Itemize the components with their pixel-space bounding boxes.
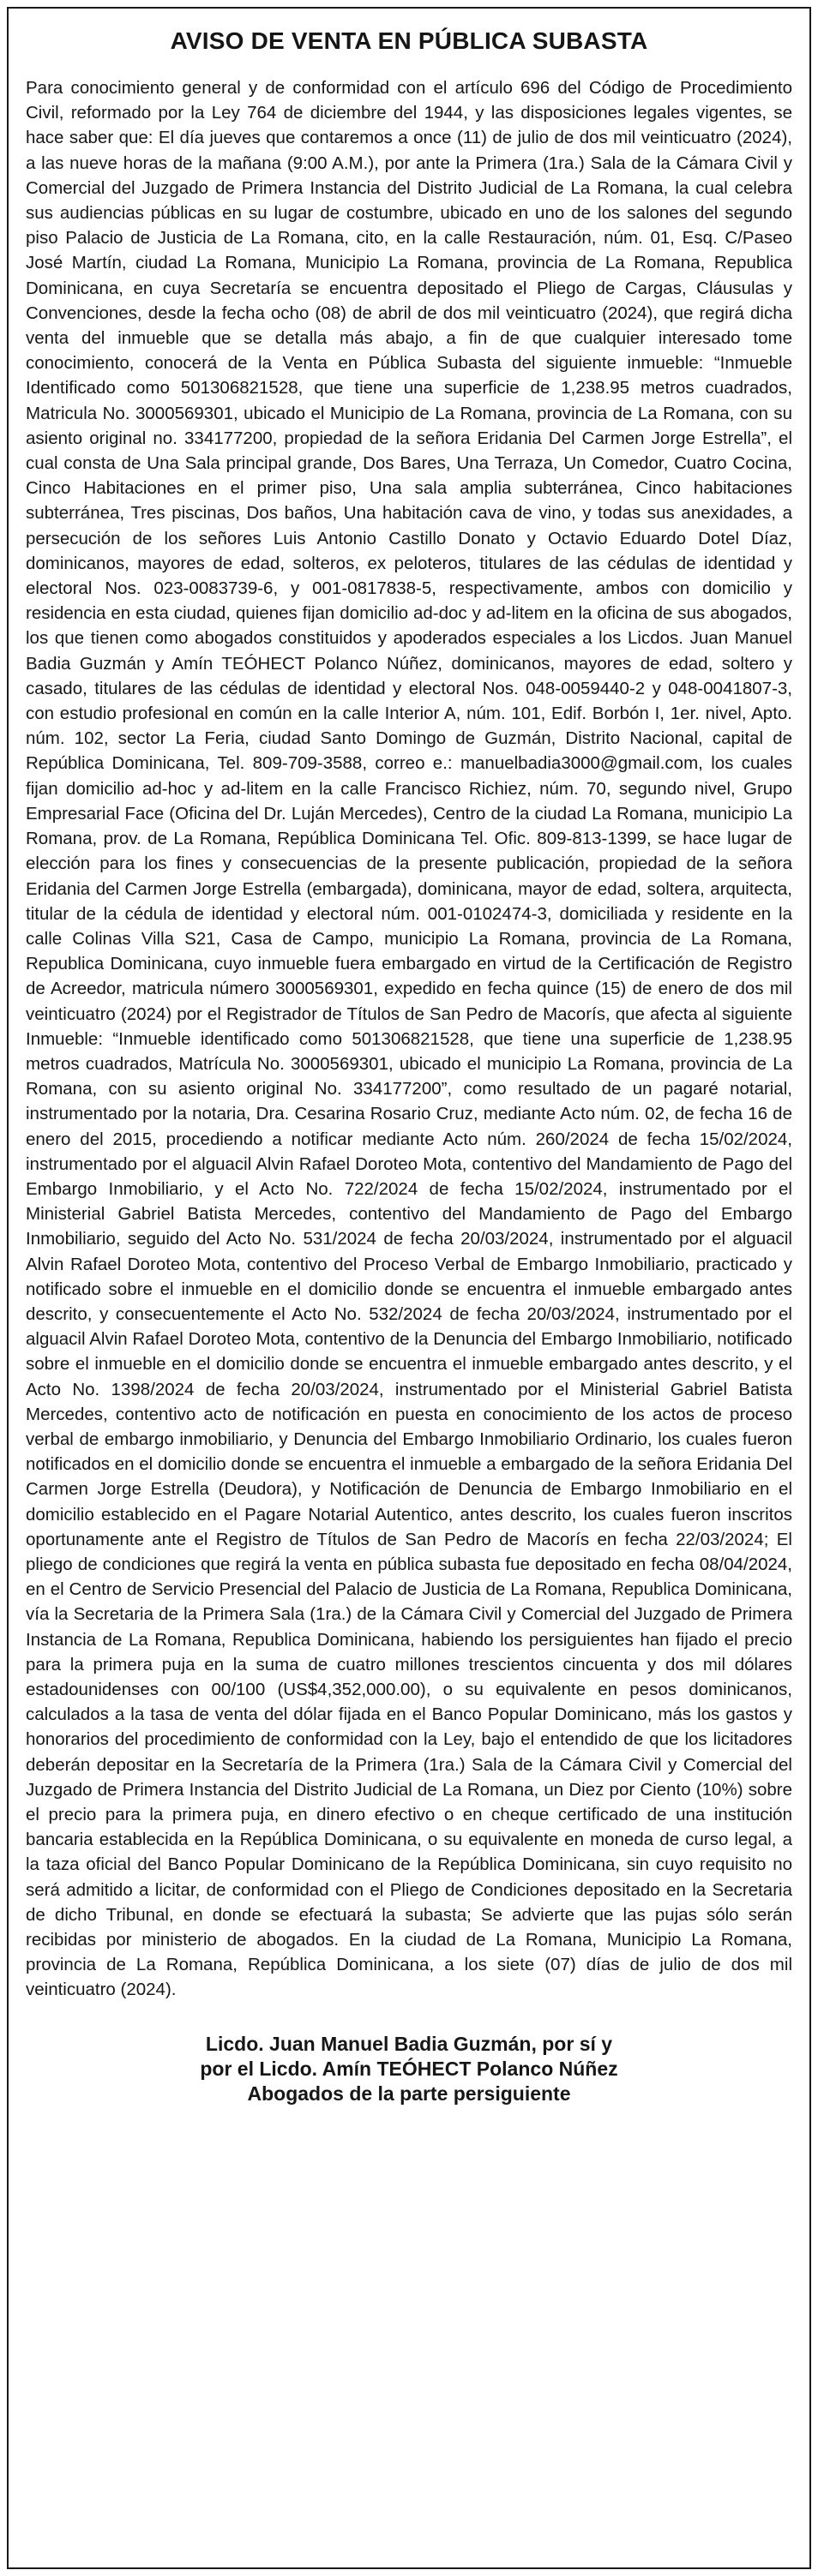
signature-line-2: por el Licdo. Amín TEÓHECT Polanco Núñez xyxy=(200,2057,618,2080)
signature-line-3: Abogados de la parte persiguiente xyxy=(247,2082,571,2105)
signature-block xyxy=(26,2032,792,2106)
notice-body: Para conocimiento general y de conformidad con el artículo 696 del Código de Procedimiento Civil, reformado por la Ley 764 de diciembre del 1944, y las disposiciones legales vigentes, se hace saber que: El día jueves que contaremos a once (11) de julio de dos mil veinticuatro (2024), a las nueve horas de la mañana (9:00 A.M.), por ante la Primera (1ra.) Sala de la Cámara Civil y Comercial del Juzgado de Primera Instancia del Distrito Judicial de La Romana, la cual celebra sus audiencias públicas en su lugar de costumbre, ubicado en uno de los salones del segundo piso Palacio de Justicia de La Romana, cito, en la calle Restauración, núm. 01, Esq. C/Paseo José Martín, ciudad La Romana, Municipio La Romana, provincia de La Romana, Republica Dominicana, en cuya Secretaría se encuentra depositado el Pliego de Cargas, Cláusulas y Convenciones, desde la fecha ocho (08) de abril de dos mil veinticuatro (2024), que regirá dicha venta del inmueble que se detalla más abajo, a fin de que cualquier interesado tome conocimiento, conocerá de la Venta en Pública Subasta del siguiente inmueble: “Inmueble Identificado como 501306821528, que tiene una superficie de 1,238.95 metros cuadrados, Matricula No. 3000569301, ubicado el Municipio de La Romana, provincia de La Romana, con su asiento original no. 334177200, propiedad de la señora Eridania Del Carmen Jorge Estrella”, el cual consta de Una Sala principal grande, Dos Bares, Una Terraza, Un Comedor, Cuatro Cocina, Cinco Habitaciones en el primer piso, Una sala amplia subterránea, Cinco habitaciones subterránea, Tres piscinas, Dos baños, Una habitación cava de vino, y todas sus anexidades, a persecución de los señores Luis Antonio Castillo Donato y Octavio Eduardo Dotel Díaz, dominicanos, mayores de edad, solteros, ex peloteros, titulares de las cédulas de identidad y electoral Nos. 023-0083739-6, y 001-0817838-5, respectivamente, ambos con domicilio y residencia en esta ciudad, quienes fijan domicilio ad-doc y ad-litem en la oficina de sus abogados, los que tienen como abogados constituidos y apoderados especiales a los Licdos. Juan Manuel Badia Guzmán y Amín TEÓHECT Polanco Núñez, dominicanos, mayores de edad, soltero y casado, titulares de las cédulas de identidad y electoral Nos. 048-0059440-2 y 048-0041807-3, con estudio profesional en común en la calle Interior A, núm. 101, Edif. Borbón I, 1er. nivel, Apto. núm. 102, sector La Feria, ciudad Santo Domingo de Guzmán, Distrito Nacional, capital de República Dominicana, Tel. 809-709-3588, correo e.: manuelbadia3000@gmail.com, los cuales fijan domicilio ad-hoc y ad-litem en la calle Francisco Richiez, núm. 70, segundo nivel, Grupo Empresarial Face (Oficina del Dr. Luján Mercedes), Centro de la ciudad La Romana, municipio La Romana, prov. de La Romana, República Dominicana Tel. Ofic. 809-813-1399, se hace lugar de elección para los fines y consecuencias de la presente publicación, propiedad de la señora Eridania del Carmen Jorge Estrella (embargada), dominicana, mayor de edad, soltera, arquitecta, titular de la cédula de identidad y electoral núm. 001-0102474-3, domiciliada y residente en la calle Colinas Villa S21, Casa de Campo, municipio La Romana, provincia de La Romana, Republica Dominicana, cuyo inmueble fuera embargado en virtud de la Certificación de Registro de Acreedor, matricula número 3000569301, expedido en fecha quince (15) de enero de dos mil veinticuatro (2024) por el Registrador de Títulos de San Pedro de Macorís, que afecta al siguiente Inmueble: “Inmueble identificado como 501306821528, que tiene una superficie de 1,238.95 metros cuadrados, Matrícula No. 3000569301, ubicado el municipio La Romana, provincia de La Romana, con su asiento original No. 334177200”, como resultado de un pagaré notarial, instrumentado por la notaria, Dra. Cesarina Rosario Cruz, mediante Acto núm. 02, de fecha 16 de enero del 2015, procediendo a notificar mediante Acto núm. 260/2024 de fecha 15/02/2024, instrumentado por el alguacil Alvin Rafael Doroteo Mota, contentivo del Mandamiento de Pago del Embargo Inmobiliario, y el Acto No. 722/2024 de fecha 15/02/2024, instrumentado por el Ministerial Gabriel Batista Mercedes, contentivo del Mandamiento de Pago del Embargo Inmobiliario, seguido del Acto No. 531/2024 de fecha 20/03/2024, instrumentado por el alguacil Alvin Rafael Doroteo Mota, contentivo del Proceso Verbal de Embargo Inmobiliario, practicado y notificado sobre el inmueble en el domicilio donde se encuentra el inmueble embargado antes descrito, y consecuentemente el Acto No. 532/2024 de fecha 20/03/2024, instrumentado por el alguacil Alvin Rafael Doroteo Mota, contentivo de la Denuncia del Embargo Inmobiliario, notificado sobre el inmueble en el domicilio donde se encuentra el inmueble embargado antes descrito, y el Acto No. 1398/2024 de fecha 20/03/2024, instrumentado por el Ministerial Gabriel Batista Mercedes, contentivo acto de notificación en puesta en conocimiento de los actos de proceso verbal de embargo inmobiliario, y Denuncia del Embargo Inmobiliario Ordinario, los cuales fueron notificados en el domicilio donde se encuentra el inmueble a embargado de la señora Eridania Del Carmen Jorge Estrella (Deudora), y Notificación de Denuncia de Embargo Inmobiliario en el domicilio establecido en el Pagare Notarial Autentico, antes descrito, los cuales fueron inscritos oportunamente ante el Registro de Títulos de San Pedro de Macorís en fecha 22/03/2024; El pliego de condiciones que regirá la venta en pública subasta fue depositado en fecha 08/04/2024, en el Centro de Servicio Presencial del Palacio de Justicia de La Romana, Republica Dominicana, vía la Secretaria de la Primera Sala (1ra.) de la Cámara Civil y Comercial del Juzgado de Primera Instancia de La Romana, Republica Dominicana, habiendo los persiguientes han fijado el precio para la primera puja en la suma de cuatro millones trescientos cincuenta y dos mil dólares estadounidenses con 00/100 (US$4,352,000.00), o su equivalente en pesos dominicanos, calculados a la tasa de venta del dólar fijada en el Banco Popular Dominicano, más los gastos y honorarios del procedimiento de conformidad con la Ley, bajo el entendido de que los licitadores deberán depositar en la Secretaría de la Primera (1ra.) Sala de la Cámara Civil y Comercial del Juzgado de Primera Instancia del Distrito Judicial de La Romana, un Diez por Ciento (10%) sobre el precio para la primera puja, en dinero efectivo o en cheque certificado de una institución bancaria establecida en la República Dominicana, o su equivalente en moneda de curso legal, a la taza oficial del Banco Popular Dominicano de la República Dominicana, sin cuyo requisito no será admitido a licitar, de conformidad con el Pliego de Condiciones depositado en la Secretaria de dicho Tribunal, en donde se efectuará la subasta; Se advierte que las pujas sólo serán recibidas por ministerio de abogados. En la ciudad de La Romana, Municipio La Romana, provincia de La Romana, República Dominicana, a los siete (07) días de julio de dos mil veinticuatro (2024). xyxy=(26,78,792,2000)
signature-line-1: Licdo. Juan Manuel Badia Guzmán, por sí y xyxy=(205,2032,613,2055)
notice-frame xyxy=(7,7,811,2569)
notice-title: AVISO DE VENTA EN PÚBLICA SUBASTA xyxy=(170,27,648,54)
